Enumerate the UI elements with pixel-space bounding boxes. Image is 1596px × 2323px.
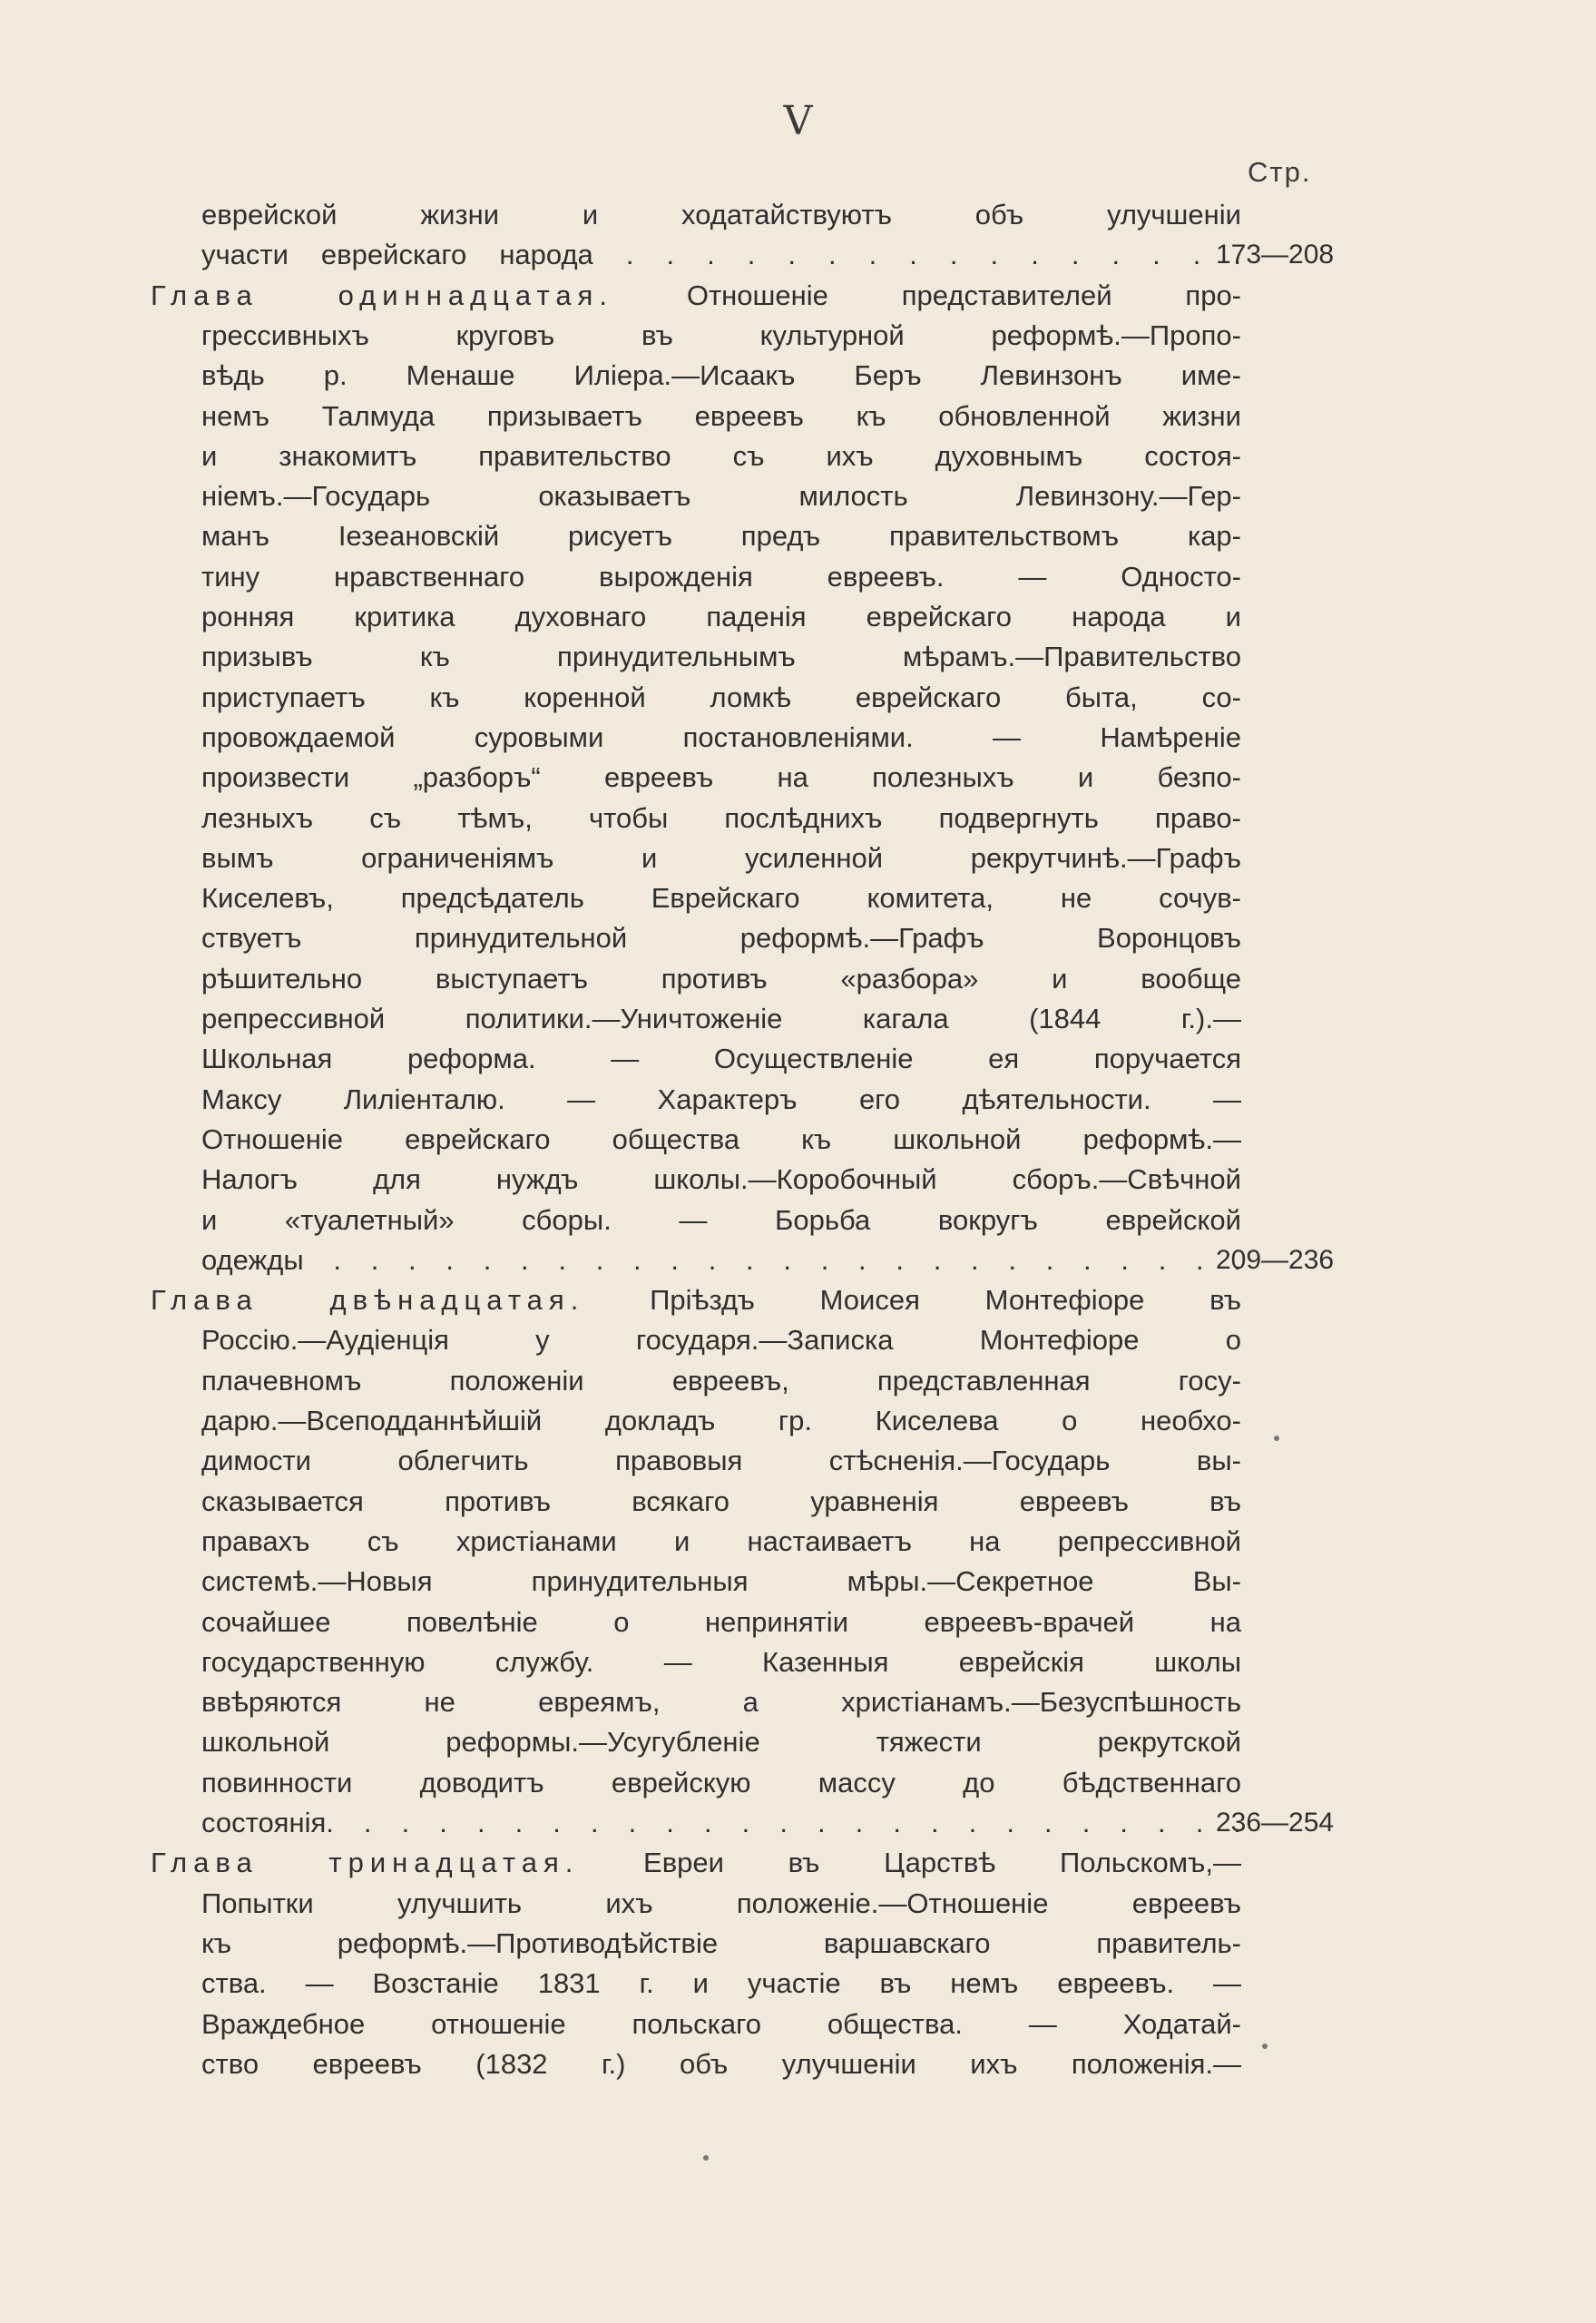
toc-text: ввѣряются не евреямъ, а христіанамъ.—Безуспѣшность [201, 1686, 1241, 1718]
toc-line [201, 959, 1241, 999]
toc-text: Отношеніе еврейскаго общества къ школьной реформѣ.— [201, 1123, 1241, 1155]
chapter-title: Глава двѣнадцатая. [151, 1284, 585, 1316]
toc-line [201, 1722, 1241, 1762]
toc-text: школьной реформы.—Усугубленіе тяжести рекрутской [201, 1726, 1241, 1758]
toc-line [201, 799, 1241, 838]
toc-line [201, 718, 1241, 758]
page-range: 173—208 [1216, 240, 1335, 270]
toc-text: грессивныхъ круговъ въ культурной реформѣ.—Пропо- [201, 319, 1241, 351]
ink-speck [1274, 1436, 1279, 1441]
toc-text: Попытки улучшить ихъ положеніе.—Отношеніе евреевъ [201, 1887, 1241, 1919]
toc-text: Россію.—Аудіенція у государя.—Записка Монтефіоре о [201, 1324, 1241, 1356]
toc-text: димости облегчить правовыя стѣсненія.—Государь вы- [201, 1445, 1241, 1476]
toc-text: ніемъ.—Государь оказываетъ милость Левинзону.—Гер- [201, 480, 1241, 512]
toc-line [201, 1401, 1241, 1441]
toc-text: системѣ.—Новыя принудительныя мѣры.—Секретное Вы- [201, 1565, 1241, 1597]
ink-speck [1262, 2044, 1268, 2049]
toc-text: немъ Талмуда призываетъ евреевъ къ обновленной жизни [201, 400, 1241, 432]
toc-line [201, 235, 1241, 275]
toc-text: ствуетъ принудительной реформѣ.—Графъ Воронцовъ [201, 922, 1241, 954]
toc-text: Налогъ для нуждъ школы.—Коробочный сборъ.—Свѣчной [201, 1163, 1241, 1195]
toc-line [201, 1642, 1241, 1682]
toc-text: государственную службу. — Казенныя еврейскія школы [201, 1646, 1241, 1678]
toc-line [201, 1201, 1241, 1240]
toc-text: Отношеніе представителей про- [686, 279, 1242, 311]
toc-text: произвести „разборъ“ евреевъ на полезныхъ и безпо- [201, 761, 1241, 793]
toc-line [201, 2004, 1241, 2044]
toc-text: лезныхъ съ тѣмъ, чтобы послѣднихъ подвергнуть право- [201, 802, 1241, 834]
toc-text: еврейской жизни и ходатайствуютъ объ улучшеніи [201, 199, 1241, 230]
toc-line [201, 195, 1241, 235]
toc-line [201, 1361, 1241, 1401]
toc-line [201, 1482, 1241, 1522]
toc-text: состоянія. . . . . . . . . . . . . . . . . . . . . . . . . [201, 1807, 1241, 1838]
toc-text: повинности доводитъ еврейскую массу до бѣдственнаго [201, 1767, 1241, 1799]
toc-text: Враждебное отношеніе польскаго общества. — Ходатай- [201, 2008, 1241, 2040]
toc-line [201, 1120, 1241, 1160]
toc-text: ство евреевъ (1832 г.) объ улучшеніи ихъ положенія.— [201, 2048, 1241, 2080]
toc-text: и знакомитъ правительство съ ихъ духовнымъ состоя- [201, 440, 1241, 472]
chapter-heading-line [151, 276, 1241, 316]
toc-line [201, 1522, 1241, 1562]
toc-text: ства. — Возстаніе 1831 г. и участіе въ немъ евреевъ. — [201, 1967, 1241, 1999]
toc-text: Пріѣздъ Моисея Монтефіоре въ [650, 1284, 1241, 1316]
toc-text: рѣшительно выступаетъ противъ «разбора» и вообще [201, 963, 1241, 995]
toc-text: къ реформѣ.—Противодѣйствіе варшавскаго правитель- [201, 1927, 1241, 1959]
toc-text: сочайшее повелѣніе о непринятіи евреевъ-врачей на [201, 1606, 1241, 1638]
toc-text: вѣдь р. Менаше Иліера.—Исаакъ Беръ Левинзонъ име- [201, 359, 1241, 391]
toc-text: Максу Лиліенталю. — Характеръ его дѣятельности. — [201, 1083, 1241, 1115]
toc-text: Евреи въ Царствѣ Польскомъ,— [643, 1847, 1241, 1878]
toc-line [201, 597, 1241, 637]
toc-line [201, 1964, 1241, 2004]
toc-text: и «туалетный» сборы. — Борьба вокругъ еврейской [201, 1204, 1241, 1236]
toc-line [201, 476, 1241, 516]
toc-line [201, 678, 1241, 718]
column-header-pages: Стр. [1248, 156, 1312, 188]
toc-line [201, 1080, 1241, 1120]
toc-text: правахъ съ христіанами и настаиваетъ на репрессивной [201, 1525, 1241, 1557]
toc-text: Школьная реформа. — Осуществленіе ея поручается [201, 1043, 1241, 1074]
toc-text: провождаемой суровыми постановленіями. — Намѣреніе [201, 721, 1241, 753]
toc-text: одежды . . . . . . . . . . . . . . . . . . . . . . . . . [201, 1244, 1241, 1276]
toc-text: вымъ ограниченіямъ и усиленной рекрутчинѣ.—Графъ [201, 842, 1241, 874]
toc-line [201, 1562, 1241, 1602]
toc-text: приступаетъ къ коренной ломкѣ еврейскаго быта, со- [201, 681, 1241, 713]
page-number: V [783, 98, 813, 144]
toc-line [201, 1682, 1241, 1722]
toc-line [201, 838, 1241, 878]
toc-line [201, 1160, 1241, 1200]
toc-line [201, 1441, 1241, 1481]
toc-line [201, 356, 1241, 396]
toc-line [201, 1884, 1241, 1924]
toc-line [201, 1039, 1241, 1079]
toc-line [201, 436, 1241, 476]
toc-line [201, 878, 1241, 918]
page-range: 209—236 [1216, 1245, 1335, 1275]
toc-text: призывъ къ принудительнымъ мѣрамъ.—Правительство [201, 641, 1241, 672]
toc-line [201, 2044, 1241, 2084]
toc-line [201, 397, 1241, 436]
toc-text: участи еврейскаго народа . . . . . . . . . . . . . . . . [201, 239, 1241, 270]
toc-text: манъ Іезеановскій рисуетъ предъ правительствомъ кар- [201, 520, 1241, 552]
toc-line [201, 516, 1241, 556]
toc-line [201, 758, 1241, 798]
chapter-heading-line [151, 1280, 1241, 1320]
chapter-heading-line [151, 1843, 1241, 1883]
toc-line [201, 1803, 1241, 1843]
toc-line [201, 316, 1241, 356]
toc-line [201, 637, 1241, 677]
chapter-title: Глава одиннадцатая. [151, 279, 613, 311]
toc-line [201, 1320, 1241, 1360]
toc-line [201, 1240, 1241, 1280]
page-range: 236—254 [1216, 1808, 1335, 1838]
toc-text: репрессивной политики.—Уничтоженіе кагала (1844 г.).— [201, 1003, 1241, 1034]
toc-text: Киселевъ, предсѣдатель Еврейскаго комитета, не сочув- [201, 882, 1241, 914]
toc-line [201, 918, 1241, 958]
toc-line [201, 1924, 1241, 1964]
ink-speck [703, 2155, 709, 2161]
toc-line [201, 1763, 1241, 1803]
toc-text: дарю.—Всеподданнѣйшій докладъ гр. Киселева о необхо- [201, 1405, 1241, 1436]
toc-line [201, 1603, 1241, 1642]
chapter-title: Глава тринадцатая. [151, 1847, 580, 1878]
toc-line [201, 999, 1241, 1039]
toc-line [201, 557, 1241, 597]
toc-text: плачевномъ положеніи евреевъ, представленная госу- [201, 1365, 1241, 1397]
toc-text: ронняя критика духовнаго паденія еврейскаго народа и [201, 601, 1241, 632]
toc-text: тину нравственнаго вырожденія евреевъ. — Односто- [201, 561, 1241, 593]
toc-text: сказывается противъ всякаго уравненія евреевъ въ [201, 1485, 1241, 1517]
